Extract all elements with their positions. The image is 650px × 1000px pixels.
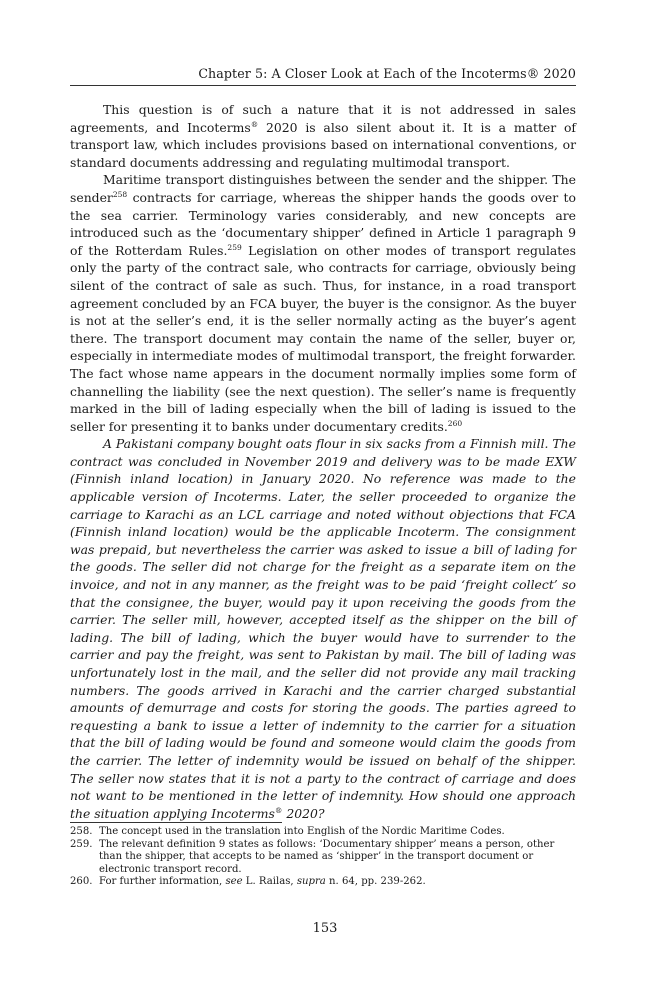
running-head: Chapter 5: A Closer Look at Each of the Incoterms® 2020	[198, 66, 576, 81]
paragraph-2-text-a: Maritime transport distinguishes between the sender and the shipper. The sender	[70, 172, 576, 205]
footnote-ref-260: 260	[447, 418, 463, 428]
footnote-number: 259.	[70, 838, 93, 850]
footnote-text	[99, 876, 576, 889]
footnote-text-mid: L. Railas,	[242, 876, 297, 888]
footnote-ref-258: 258	[112, 189, 128, 199]
registered-mark: ®	[274, 805, 283, 815]
paragraph-1-text-b: 2020 is also silent about it. It is a matter of transport law, which includes provisions based on international conventions, or standard documents addressing and regulating multimodal transport.	[70, 119, 576, 170]
paragraph-2	[70, 171, 576, 435]
footnote-text: The concept used in the translation into English of the Nordic Maritime Codes.	[99, 826, 505, 837]
footnote-259	[70, 839, 576, 877]
footnote-see: see	[225, 876, 243, 888]
footnotes	[70, 826, 576, 889]
footnote-text-pre: For further information,	[99, 876, 226, 888]
case-text-b: 2020?	[282, 805, 325, 821]
footnote-rule	[70, 822, 282, 823]
paragraph-2-text-b: contracts for carriage, whereas the shipper hands the goods over to the sea carrier. Terminology varies considerably, and new concepts are introduced such as the ‘documentary shipper’ defined in Article 1 paragraph 9 of the Rotterdam Rules.	[70, 189, 576, 258]
paragraph-1	[70, 101, 576, 171]
header-rule	[70, 85, 576, 86]
page-number: 153	[312, 921, 338, 936]
main-text	[70, 101, 576, 822]
footnote-text-post: n. 64, pp. 239-262.	[325, 876, 426, 888]
footnote-number: 258.	[70, 826, 93, 837]
footnote-258	[70, 826, 576, 839]
paragraph-1-text-a: This question is of such a nature that it is not addressed in sales agreements, and Incoterms	[70, 102, 576, 135]
footnote-supra: supra	[296, 876, 326, 888]
paragraph-2-text-c: Legislation on other modes of transport regulates only the party of the contract sale, who contracts for carriage, obviously being silent of the contract of sale as such. Thus, for instance, in a road transport agreement concluded by an FCA buyer, the buyer is the consignor. As the buyer is not at the seller’s end, it is the seller normally acting as the buyer’s agent there. The transport document may contain the name of the seller, buyer or, especially in intermediate modes of multimodal transport, the freight forwarder. The fact whose name appears in the document normally implies some form of channelling the liability (see the next question). The seller’s name is frequently marked in the bill of lading especially when the bill of lading is issued to the seller for presenting it to banks under documentary credits.	[70, 242, 576, 434]
registered-mark: ®	[250, 119, 259, 129]
case-example-paragraph	[70, 435, 576, 822]
footnote-number: 260.	[70, 876, 93, 888]
footnote-text: The relevant definition 9 states as follows: ‘Documentary shipper’ means a person, other than the shipper, that accepts to be named as ‘shipper’ in the transport document or electronic transport record.	[99, 838, 555, 875]
footnote-ref-259: 259	[227, 242, 242, 252]
footnote-260	[70, 876, 576, 889]
case-text-a: A Pakistani company bought oats flour in six sacks from a Finnish mill. The contract was concluded in November 2019 and delivery was to be made EXW (Finnish inland location) in January 2020. No reference was made to the applicable version of Incoterms. Later, the seller proceeded to organize the carriage to Karachi as an LCL carriage and noted without objections that FCA (Finnish inland location) would be the applicable Incoterm. The consignment was prepaid, but nevertheless the carrier was asked to issue a bill of lading for the goods. The seller did not charge for the freight as a separate item on the invoice, and not in any manner, as the freight was to be paid ‘freight collect’ so that the consignee, the buyer, would pay it upon receiving the goods from the carrier. The seller mill, however, accepted itself as the shipper on the bill of lading. The bill of lading, which the buyer would have to surrender to the carrier and pay the freight, was sent to Pakistan by mail. The bill of lading was unfortunately lost in the mail, and the seller did not provide any mail tracking numbers. The goods arrived in Karachi and the carrier charged substantial amounts of demurrage and costs for storing the goods. The parties agreed to requesting a bank to issue a letter of indemnity to the carrier for a situation that the bill of lading would be found and someone would claim the goods from the carrier. The letter of indemnity would be issued on behalf of the shipper. The seller now states that it is not a party to the contract of carriage and does not want to be mentioned in the letter of indemnity. How should one approach the situation applying Incoterms	[70, 436, 576, 821]
